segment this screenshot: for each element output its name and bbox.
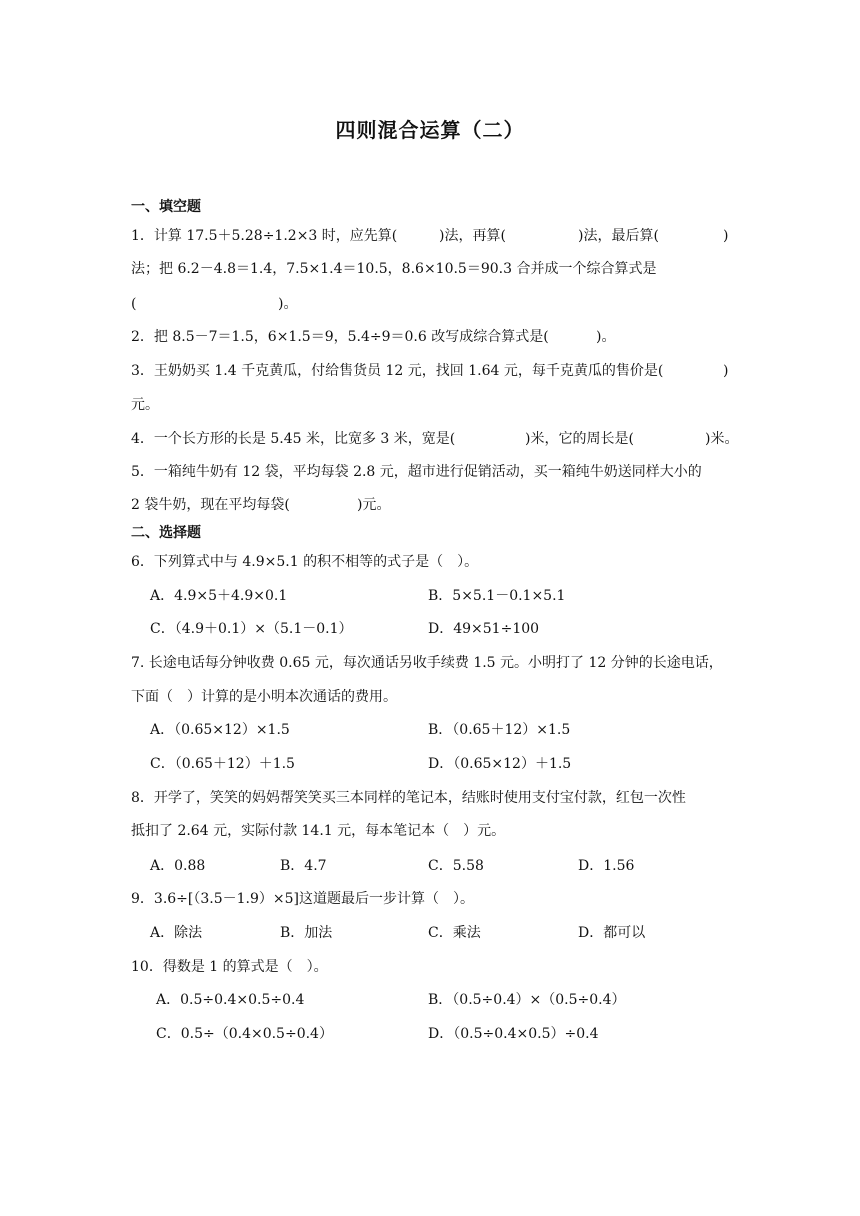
q6-option-d: D．49×51÷100 [428,621,540,637]
question-5-close: )元。 [357,497,391,513]
q9-option-a: A．除法 [150,925,203,941]
question-7-line-2: 下面（ ）计算的是小明本次通话的费用。 [131,689,397,705]
q8-option-c: C．5.58 [428,858,484,874]
question-4-end: )米。 [705,431,739,447]
q1-text-b: )法，再算( [439,228,506,244]
q1-text-d: ) [723,228,729,244]
q8-option-b: B．4.7 [280,858,327,874]
question-1-line-3-close: )。 [278,296,298,312]
q9-option-d: D．都可以 [578,925,646,941]
q7-option-d: D．（0.65×12）＋1.5 [428,756,572,772]
q8-option-d: D．1.56 [578,858,635,874]
q6-option-c: C．（4.9＋0.1）×（5.1－0.1） [150,621,353,637]
question-8-line-2: 抵扣了 2.64 元，实际付款 14.1 元，每本笔记本（ ）元。 [131,823,506,839]
question-2-text: 2．把 8.5－7＝1.5，6×1.5＝9，5.4÷9＝0.6 改写成综合算式是( [131,329,549,345]
q10-option-c: C．0.5÷（0.4×0.5÷0.4） [156,1026,333,1042]
question-3-line-1: 3．王奶奶买 1.4 千克黄瓜，付给售货员 12 元，找回 1.64 元，每千克黄瓜的售价是( [131,363,664,379]
page-title: 四则混合运算（二） [335,118,525,142]
question-5-line-2: 2 袋牛奶，现在平均每袋( [131,497,290,513]
question-1-line-1 [131,227,397,245]
question-4-text: 4．一个长方形的长是 5.45 米，比宽多 3 米，宽是( [131,431,456,447]
q10-option-a: A．0.5÷0.4×0.5÷0.4 [156,992,305,1008]
q1-text-a: 1．计算 17.5＋5.28÷1.2×3 时，应先算( [131,228,398,244]
question-2-close: )。 [596,329,616,345]
question-9-stem: 9．3.6÷[（3.5－1.9）×5]这道题最后一步计算（ ）。 [131,891,474,907]
question-3-line-2: 元。 [131,397,159,413]
q10-option-b: B．（0.5÷0.4）×（0.5÷0.4） [428,992,626,1008]
question-3-close: ) [723,363,729,379]
q7-option-a: A．（0.65×12）×1.5 [150,722,290,738]
question-10-stem: 10．得数是 1 的算式是（ ）。 [131,959,328,975]
section-choice-heading: 二、选择题 [131,525,201,541]
question-1-line-2: 法；把 6.2－4.8＝1.4，7.5×1.4＝10.5，8.6×10.5＝90.3 合并成一个综合算式是 [131,261,657,277]
section-fill-blank-heading: 一、填空题 [131,199,201,215]
q6-option-a: A．4.9×5＋4.9×0.1 [150,588,288,604]
q1-text-c: )法，最后算( [578,228,659,244]
q7-option-c: C．（0.65＋12）＋1.5 [150,756,295,772]
q9-option-b: B．加法 [280,925,333,941]
question-6-stem: 6．下列算式中与 4.9×5.1 的积不相等的式子是（ ）。 [131,554,479,570]
q6-option-b: B．5×5.1－0.1×5.1 [428,588,566,604]
question-8-line-1: 8．开学了，笑笑的妈妈帮笑笑买三本同样的笔记本，结账时使用支付宝付款，红包一次性 [131,790,686,806]
q9-option-c: C．乘法 [428,925,481,941]
q7-option-b: B．（0.65＋12）×1.5 [428,722,571,738]
q8-option-a: A．0.88 [150,858,206,874]
q10-option-d: D．（0.5÷0.4×0.5）÷0.4 [428,1026,599,1042]
question-4-mid: )米，它的周长是( [525,431,634,447]
question-5-line-1: 5．一箱纯牛奶有 12 袋，平均每袋 2.8 元，超市进行促销活动，买一箱纯牛奶送同样大小的 [131,464,702,480]
question-1-line-3-open: ( [131,296,137,312]
question-7-line-1: 7. 长途电话每分钟收费 0.65 元，每次通话另收手续费 1.5 元。小明打了 12 分钟的长途电话， [131,655,723,671]
